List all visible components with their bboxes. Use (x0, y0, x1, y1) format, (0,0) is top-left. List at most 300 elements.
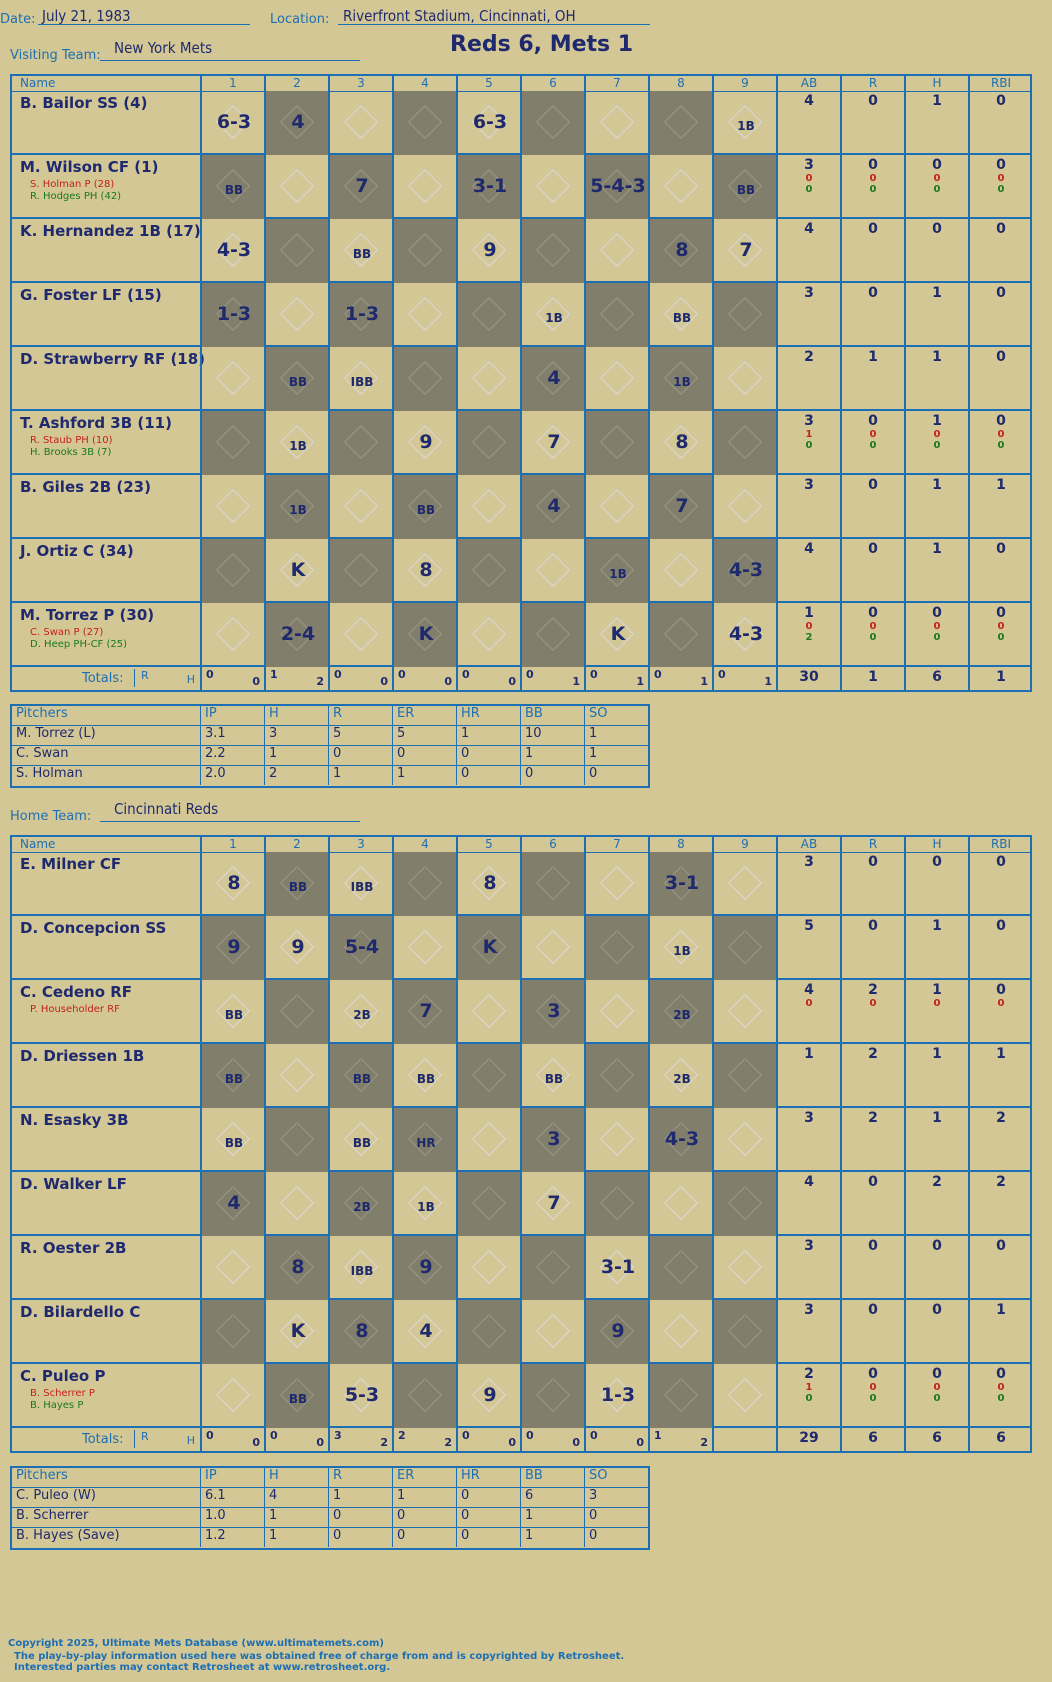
stat-value: 1 (932, 349, 942, 365)
stat-value: 0 (997, 440, 1005, 451)
inning-cell (712, 603, 776, 667)
stat-value: 0 (868, 477, 878, 493)
inning-total: 0 1 (584, 667, 648, 691)
inning-cell (456, 219, 520, 283)
stat-value: 0 (869, 429, 877, 440)
play-result: 3-1 (600, 1256, 636, 1278)
inning-cell (584, 347, 648, 411)
pitcher-stat: 5 (392, 726, 456, 745)
diamond-icon (664, 1186, 698, 1220)
stat-value: 3 (804, 1238, 814, 1254)
stat-cell (776, 475, 840, 539)
pitcher-stat: H (264, 706, 328, 725)
stat-cell (776, 1044, 840, 1108)
stat-value: 0 (996, 1366, 1006, 1382)
visitors-scorecard (10, 74, 1032, 692)
inning-cell (456, 1236, 520, 1300)
stat-value: 2 (868, 1110, 878, 1126)
play-result: BB (224, 1136, 244, 1150)
stat-value: 1 (996, 477, 1006, 493)
play-result: 1B (289, 503, 307, 517)
home-col-2: 2 (264, 837, 328, 852)
diamond-icon (472, 489, 506, 523)
home-pitcher-row (12, 1488, 648, 1508)
stat-value: 0 (932, 221, 942, 237)
stat-cell (904, 539, 968, 603)
inning-cell (328, 1300, 392, 1364)
diamond-icon (536, 866, 570, 900)
pitcher-stat: 0 (392, 1508, 456, 1527)
inning-cell (328, 916, 392, 980)
inning-total (712, 1428, 776, 1452)
stat-value: 1 (932, 1110, 942, 1126)
play-result: 7 (547, 431, 561, 453)
stat-cell (904, 980, 968, 1044)
inning-cell (264, 411, 328, 475)
play-result: 6-3 (472, 111, 508, 133)
play-result: 8 (419, 559, 433, 581)
stat-cell (968, 980, 1032, 1044)
diamond-icon (728, 425, 762, 459)
pitcher-stat: BB (520, 706, 584, 725)
batter-name: C. Puleo P (20, 1367, 106, 1385)
pitcher-name: M. Torrez (L) (16, 726, 96, 741)
diamond-icon (408, 1378, 442, 1412)
inning-cell (328, 539, 392, 603)
stat-value: 3 (804, 854, 814, 870)
play-result: BB (224, 1008, 244, 1022)
stat-cell (840, 411, 904, 475)
inning-cell (264, 852, 328, 916)
stat-value: 1 (996, 1302, 1006, 1318)
stat-value: 3 (804, 413, 814, 429)
diamond-icon (536, 1378, 570, 1412)
inning-cell (264, 1172, 328, 1236)
stat-value: 0 (997, 632, 1005, 643)
inning-cell (456, 980, 520, 1044)
pitcher-stat: 0 (328, 746, 392, 765)
inning-cell (200, 219, 264, 283)
stat-cell (776, 155, 840, 219)
stat-value: 0 (805, 998, 813, 1009)
stat-value: 2 (805, 632, 813, 643)
diamond-icon (536, 1314, 570, 1348)
stat-cell (840, 1236, 904, 1300)
inning-cell (584, 603, 648, 667)
stat-cell (968, 1236, 1032, 1300)
home-col-name: Name (20, 837, 56, 851)
play-result: 5-4-3 (590, 175, 646, 197)
inning-cell (456, 1108, 520, 1172)
batter-name: D. Concepcion SS (20, 919, 167, 937)
visitors-batter-row (12, 155, 1030, 219)
play-result: 7 (739, 239, 753, 261)
inning-total: 1 2 (648, 1428, 712, 1452)
diamond-icon (472, 1250, 506, 1284)
play-result: 4-3 (664, 1128, 700, 1150)
inning-cell (392, 411, 456, 475)
pitcher-stat: 3 (264, 726, 328, 745)
home-batter-row (12, 980, 1030, 1044)
play-result: K (482, 936, 498, 958)
stat-cell (968, 1172, 1032, 1236)
pitcher-stat: ER (392, 706, 456, 725)
diamond-icon (600, 930, 634, 964)
stat-value: 0 (868, 93, 878, 109)
game-date: July 21, 1983 (42, 7, 131, 25)
stat-value: 0 (997, 998, 1005, 1009)
inning-cell (520, 1364, 584, 1428)
stat-cell (968, 603, 1032, 667)
totals-rh-key: R H (134, 1430, 199, 1448)
play-result: BB (352, 247, 372, 261)
inning-cell (648, 1300, 712, 1364)
home-batter-row (12, 1108, 1030, 1172)
play-result: 9 (419, 1256, 433, 1278)
stat-total: 1 (840, 667, 904, 691)
diamond-icon (600, 233, 634, 267)
play-result: K (418, 623, 434, 645)
stat-cell (840, 475, 904, 539)
diamond-icon (344, 489, 378, 523)
inning-cell (264, 539, 328, 603)
stat-cell (840, 1300, 904, 1364)
inning-cell (328, 1364, 392, 1428)
substitute-name: R. Staub PH (10) (30, 435, 113, 446)
diamond-icon (472, 994, 506, 1028)
home-col-ab: AB (776, 837, 840, 852)
home-col-1: 1 (200, 837, 264, 852)
inning-cell (328, 852, 392, 916)
stat-value: 0 (933, 440, 941, 451)
stat-value: 0 (868, 854, 878, 870)
inning-cell (520, 283, 584, 347)
totals-label: Totals: (82, 671, 124, 686)
play-result: 3-1 (664, 872, 700, 894)
game-location: Riverfront Stadium, Cincinnati, OH (343, 7, 576, 25)
play-result: 4 (419, 1320, 433, 1342)
diamond-icon (728, 1314, 762, 1348)
pitcher-stat: 1.0 (200, 1508, 264, 1527)
pitcher-name: Pitchers (16, 1468, 68, 1483)
inning-cell (456, 411, 520, 475)
diamond-icon (408, 866, 442, 900)
inning-cell (392, 1044, 456, 1108)
stat-value: 0 (996, 1238, 1006, 1254)
stat-value: 1 (932, 541, 942, 557)
stat-value: 0 (868, 413, 878, 429)
visitors-batter-row (12, 539, 1030, 603)
stat-value: 0 (933, 184, 941, 195)
visitors-col-6: 6 (520, 76, 584, 91)
inning-cell (200, 852, 264, 916)
home-col-rbi: RBI (968, 837, 1032, 852)
stat-cell (968, 283, 1032, 347)
stat-value: 1 (932, 1046, 942, 1062)
diamond-icon (600, 994, 634, 1028)
inning-cell (264, 1364, 328, 1428)
inning-total: 0 0 (328, 667, 392, 691)
visitors-col-5: 5 (456, 76, 520, 91)
stat-value: 0 (933, 1382, 941, 1393)
stat-value: 1 (932, 413, 942, 429)
inning-cell (456, 1172, 520, 1236)
inning-cell (520, 475, 584, 539)
diamond-icon (536, 617, 570, 651)
inning-cell (584, 980, 648, 1044)
stat-cell (968, 916, 1032, 980)
inning-cell (200, 475, 264, 539)
inning-cell (200, 411, 264, 475)
stat-value: 3 (804, 1110, 814, 1126)
diamond-icon (664, 617, 698, 651)
substitute-name: H. Brooks 3B (7) (30, 447, 112, 458)
play-result: 7 (419, 1000, 433, 1022)
visitors-col-name: Name (20, 76, 56, 90)
pitcher-name: B. Hayes (Save) (16, 1528, 120, 1543)
play-result: 4-3 (728, 559, 764, 581)
inning-cell (648, 283, 712, 347)
diamond-icon (600, 297, 634, 331)
inning-cell (520, 980, 584, 1044)
home-pitchers-table (10, 1466, 650, 1550)
diamond-icon (472, 1314, 506, 1348)
inning-cell (520, 155, 584, 219)
play-result: 3-1 (472, 175, 508, 197)
batter-name: E. Milner CF (20, 855, 122, 873)
stat-value: 0 (996, 93, 1006, 109)
inning-cell (648, 91, 712, 155)
stat-value: 0 (932, 1302, 942, 1318)
stat-cell (968, 1300, 1032, 1364)
batter-name: D. Walker LF (20, 1175, 127, 1193)
inning-cell (648, 1364, 712, 1428)
stat-value: 4 (804, 1174, 814, 1190)
pitcher-stat: 1 (520, 1508, 584, 1527)
visitors-col-8: 8 (648, 76, 712, 91)
visitors-col-rbi: RBI (968, 76, 1032, 91)
stat-value: 0 (868, 285, 878, 301)
pitcher-stat: HR (456, 1468, 520, 1487)
stat-cell (776, 411, 840, 475)
stat-value: 0 (996, 157, 1006, 173)
inning-cell (200, 347, 264, 411)
play-result: 8 (291, 1256, 305, 1278)
home-col-5: 5 (456, 837, 520, 852)
stat-cell (904, 475, 968, 539)
inning-cell (520, 1108, 584, 1172)
play-result: 2B (673, 1008, 691, 1022)
inning-total: 0 0 (200, 1428, 264, 1452)
stat-value: 0 (932, 1366, 942, 1382)
stat-value: 0 (805, 184, 813, 195)
stat-cell (840, 916, 904, 980)
stat-value: 1 (804, 1046, 814, 1062)
stat-value: 4 (804, 93, 814, 109)
inning-cell (200, 91, 264, 155)
inning-cell (712, 1364, 776, 1428)
stat-value: 1 (932, 477, 942, 493)
inning-cell (200, 980, 264, 1044)
footer-retrosheet: The play-by-play information used here was obtained free of charge from and is copyrighted by Retrosheet. (14, 1651, 625, 1662)
stat-value: 0 (996, 982, 1006, 998)
inning-cell (392, 1364, 456, 1428)
batter-name: T. Ashford 3B (11) (20, 414, 172, 432)
inning-cell (712, 475, 776, 539)
stat-value: 4 (804, 541, 814, 557)
stat-value: 1 (805, 1382, 813, 1393)
inning-cell (264, 1300, 328, 1364)
inning-cell (456, 91, 520, 155)
visitors-col-ab: AB (776, 76, 840, 91)
inning-cell (648, 852, 712, 916)
stat-cell (840, 539, 904, 603)
batter-name: M. Wilson CF (1) (20, 158, 159, 176)
home-pitchers-header (12, 1468, 648, 1488)
pitcher-name: C. Swan (16, 746, 69, 761)
stat-value: 0 (869, 998, 877, 1009)
inning-cell (392, 283, 456, 347)
stat-cell (776, 1364, 840, 1428)
inning-cell (648, 1236, 712, 1300)
inning-cell (648, 539, 712, 603)
batter-name: K. Hernandez 1B (17) (20, 222, 201, 240)
stat-cell (776, 980, 840, 1044)
inning-cell (264, 916, 328, 980)
stat-value: 0 (868, 221, 878, 237)
stat-value: 2 (868, 982, 878, 998)
inning-cell (456, 1364, 520, 1428)
home-col-4: 4 (392, 837, 456, 852)
stat-value: 0 (933, 1393, 941, 1404)
substitute-name: B. Scherrer P (30, 1388, 95, 1399)
stat-value: 0 (933, 632, 941, 643)
inning-cell (584, 1364, 648, 1428)
diamond-icon (216, 1378, 250, 1412)
inning-cell (456, 539, 520, 603)
inning-cell (328, 475, 392, 539)
stat-value: 1 (804, 605, 814, 621)
pitcher-stat: 1 (264, 1528, 328, 1547)
stat-cell (968, 91, 1032, 155)
inning-cell (584, 283, 648, 347)
pitcher-stat: 6 (520, 1488, 584, 1507)
diamond-icon (600, 866, 634, 900)
inning-cell (584, 155, 648, 219)
stat-value: 0 (996, 221, 1006, 237)
play-result: 4 (547, 367, 561, 389)
stat-value: 0 (805, 1393, 813, 1404)
inning-cell (392, 347, 456, 411)
stat-value: 3 (804, 477, 814, 493)
inning-cell (584, 1300, 648, 1364)
inning-cell (648, 219, 712, 283)
inning-cell (712, 411, 776, 475)
play-result: 9 (291, 936, 305, 958)
stat-value: 0 (869, 1382, 877, 1393)
diamond-icon (728, 489, 762, 523)
pitcher-stat: 0 (584, 1508, 648, 1527)
play-result: 3 (547, 1000, 561, 1022)
batter-name: N. Esasky 3B (20, 1111, 129, 1129)
inning-total: 0 0 (584, 1428, 648, 1452)
visitors-col-h: H (904, 76, 968, 91)
batter-name: M. Torrez P (30) (20, 606, 155, 624)
inning-cell (712, 283, 776, 347)
diamond-icon (728, 1186, 762, 1220)
inning-cell (200, 1236, 264, 1300)
stat-cell (776, 1236, 840, 1300)
inning-cell (200, 1108, 264, 1172)
pitcher-stat: R (328, 1468, 392, 1487)
visitors-totals-row (12, 667, 1030, 691)
play-result: BB (544, 1072, 564, 1086)
stat-value: 0 (868, 157, 878, 173)
inning-cell (712, 1172, 776, 1236)
stat-value: 0 (996, 349, 1006, 365)
inning-cell (520, 852, 584, 916)
play-result: 4-3 (216, 239, 252, 261)
diamond-icon (472, 1122, 506, 1156)
diamond-icon (408, 233, 442, 267)
diamond-icon (472, 1186, 506, 1220)
inning-cell (328, 411, 392, 475)
play-result: 7 (675, 495, 689, 517)
pitcher-stat: 0 (328, 1508, 392, 1527)
stat-total: 1 (968, 667, 1032, 691)
home-batter-row (12, 916, 1030, 980)
stat-value: 0 (932, 605, 942, 621)
diamond-icon (344, 425, 378, 459)
pitcher-stat: IP (200, 706, 264, 725)
diamond-icon (664, 169, 698, 203)
inning-cell (200, 603, 264, 667)
stat-value: 0 (868, 918, 878, 934)
batter-name: D. Strawberry RF (18) (20, 350, 206, 368)
pitcher-stat: ER (392, 1468, 456, 1487)
stat-cell (904, 1108, 968, 1172)
stat-value: 2 (996, 1110, 1006, 1126)
inning-cell (456, 475, 520, 539)
stat-cell (776, 1300, 840, 1364)
substitute-name: D. Heep PH-CF (25) (30, 639, 128, 650)
inning-cell (520, 539, 584, 603)
inning-cell (648, 1044, 712, 1108)
home-totals-row (12, 1428, 1030, 1452)
home-batter-row (12, 1044, 1030, 1108)
diamond-icon (728, 1378, 762, 1412)
substitute-name: B. Hayes P (30, 1400, 84, 1411)
batter-name: G. Foster LF (15) (20, 286, 162, 304)
inning-cell (520, 411, 584, 475)
visitors-pitchers-header (12, 706, 648, 726)
substitute-name: S. Holman P (28) (30, 179, 115, 190)
diamond-icon (728, 361, 762, 395)
inning-cell (520, 1172, 584, 1236)
stat-value: 0 (805, 621, 813, 632)
play-result: 8 (227, 872, 241, 894)
inning-cell (584, 1108, 648, 1172)
diamond-icon (664, 1378, 698, 1412)
inning-cell (712, 1108, 776, 1172)
home-team-name: Cincinnati Reds (114, 800, 219, 818)
pitcher-stat: R (328, 706, 392, 725)
visitors-batter-row (12, 475, 1030, 539)
batter-name: B. Bailor SS (4) (20, 94, 148, 112)
diamond-icon (536, 233, 570, 267)
play-result: 1B (545, 311, 563, 325)
stat-value: 0 (933, 173, 941, 184)
